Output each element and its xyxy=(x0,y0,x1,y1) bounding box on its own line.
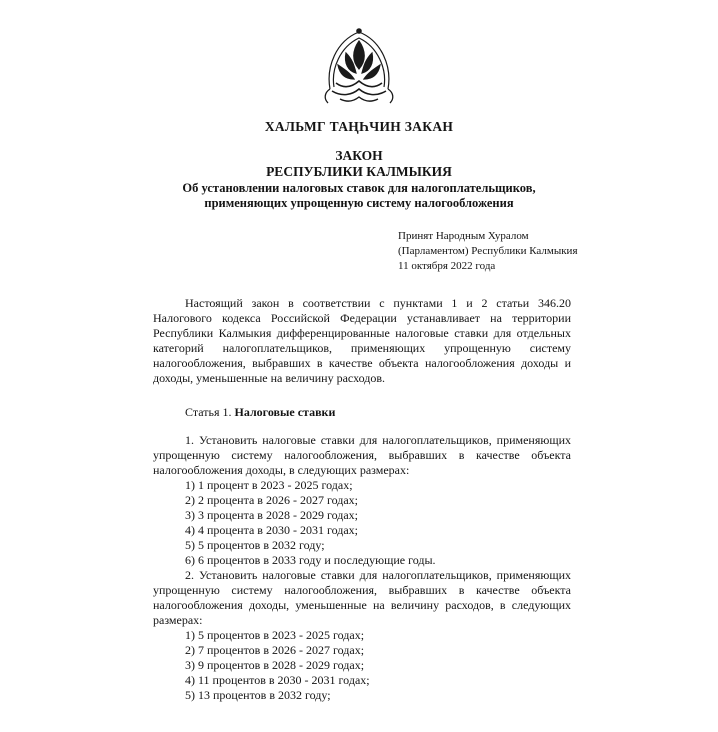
adoption-note xyxy=(398,229,578,274)
kalmykia-emblem-icon xyxy=(322,27,396,105)
clause2-item-4: 4) 11 процентов в 2030 - 2031 годах; xyxy=(185,673,370,687)
preamble-line-5: налогообложения, выбравших в качестве объекта налогообложения доходы и xyxy=(153,356,571,370)
clause1-intro-line-2: упрощенную систему налогообложения, выбравших в качестве объекта xyxy=(153,448,571,462)
clause2-intro-line-1: 2. Установить налоговые ставки для налогоплательщиков, применяющих xyxy=(185,568,571,582)
law-heading: ЗАКОН xyxy=(335,148,383,163)
clause2-item-2: 2) 7 процентов в 2026 - 2027 годах; xyxy=(185,643,365,657)
preamble-line-2: Налогового кодекса Российской Федерации устанавливает на территории xyxy=(153,311,571,325)
law-subtitle-line-1: Об установлении налоговых ставок для налогоплательщиков, xyxy=(182,181,536,195)
clause2-item-1: 1) 5 процентов в 2023 - 2025 годах; xyxy=(185,628,365,642)
law-subtitle-line-2: применяющих упрощенную систему налогообложения xyxy=(204,196,514,210)
clause2-item-5: 5) 13 процентов в 2032 году; xyxy=(185,688,331,702)
kalmyk-law-title: ХАЛЬМГ ТАҢҺЧИН ЗАКАН xyxy=(264,119,454,134)
preamble-line-6: доходы, уменьшенные на величину расходов. xyxy=(153,371,386,385)
clause2-intro-line-4: размерах: xyxy=(153,613,203,627)
clause1-item-1: 1) 1 процент в 2023 - 2025 годах; xyxy=(185,478,353,492)
republic-heading: РЕСПУБЛИКИ КАЛМЫКИЯ xyxy=(266,164,452,179)
article-heading xyxy=(185,405,335,420)
clause1-intro-line-3: налогообложения доходы, в следующих размерах: xyxy=(153,463,410,477)
preamble-line-3: Республики Калмыкия дифференцированные налоговые ставки для отдельных xyxy=(153,326,571,340)
clause2-item-3: 3) 9 процентов в 2028 - 2029 годах; xyxy=(185,658,365,672)
clause1-item-2: 2) 2 процента в 2026 - 2027 годах; xyxy=(185,493,359,507)
clause1-item-4: 4) 4 процента в 2030 - 2031 годах; xyxy=(185,523,359,537)
adoption-date: 11 октября 2022 года xyxy=(398,260,496,272)
article-title: Налоговые ставки xyxy=(234,405,336,419)
preamble-line-4: категорий налогоплательщиков, применяющих упрощенную систему xyxy=(153,341,571,355)
adoption-line-1: Принят Народным Хуралом xyxy=(398,230,529,242)
clause1-item-6: 6) 6 процентов в 2033 году и последующие годы. xyxy=(185,553,436,567)
clause1-item-3: 3) 3 процента в 2028 - 2029 годах; xyxy=(185,508,359,522)
clause2-intro-line-3: налогообложения доходы, уменьшенные на величину расходов, в следующих xyxy=(153,598,571,612)
clause2-intro-line-2: упрощенную систему налогообложения, выбравших в качестве объекта xyxy=(153,583,571,597)
preamble-line-1: Настоящий закон в соответствии с пунктами 1 и 2 статьи 346.20 xyxy=(185,296,571,310)
adoption-line-2: (Парламентом) Республики Калмыкия xyxy=(398,245,578,257)
clause1-intro-line-1: 1. Установить налоговые ставки для налогоплательщиков, применяющих xyxy=(185,433,571,447)
article-prefix: Статья 1. xyxy=(185,405,232,419)
clause1-item-5: 5) 5 процентов в 2032 году; xyxy=(185,538,325,552)
